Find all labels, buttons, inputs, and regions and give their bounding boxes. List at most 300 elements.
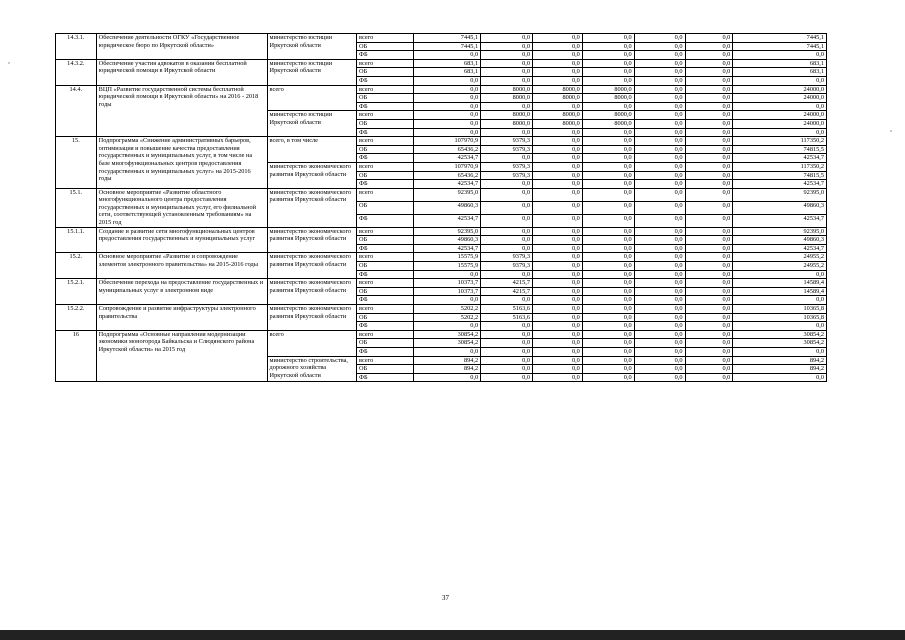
amount-cell: 74815,5 <box>733 171 827 180</box>
amount-cell: 0,0 <box>532 296 582 305</box>
amount-cell: 0,0 <box>733 270 827 279</box>
amount-cell: 24955,2 <box>733 262 827 271</box>
amount-cell: 0,0 <box>481 68 533 77</box>
amount-cell: 0,0 <box>685 373 733 382</box>
scan-bottom-edge <box>0 630 905 640</box>
amount-cell: 0,0 <box>685 296 733 305</box>
table-row <box>56 137 827 146</box>
funding-source: ФБ <box>357 51 414 60</box>
executor: министерство экономического развития Иркутской области <box>267 227 357 253</box>
amount-cell: 0,0 <box>481 227 533 236</box>
amount-cell: 0,0 <box>634 287 685 296</box>
funding-source: ОБ <box>357 365 414 374</box>
executor-total: всего <box>267 330 357 356</box>
funding-source: ФБ <box>357 180 414 189</box>
amount-cell: 9379,3 <box>481 253 533 262</box>
amount-cell: 0,0 <box>414 270 481 279</box>
amount-cell: 0,0 <box>685 330 733 339</box>
amount-cell: 894,2 <box>414 356 481 365</box>
amount-cell: 0,0 <box>582 330 634 339</box>
executor: министерство юстиции Иркутской области <box>267 59 357 85</box>
scan-speck <box>890 130 892 132</box>
amount-cell: 0,0 <box>582 270 634 279</box>
amount-cell: 65436,2 <box>414 145 481 154</box>
amount-cell: 0,0 <box>685 128 733 137</box>
funding-source: ОБ <box>357 119 414 128</box>
amount-cell: 0,0 <box>634 145 685 154</box>
activity-name: Сопровождение и развитие инфраструктуры электронного правительства <box>96 305 267 331</box>
amount-cell: 8000,0 <box>481 85 533 94</box>
funding-source: ФБ <box>357 102 414 111</box>
amount-cell: 0,0 <box>582 373 634 382</box>
amount-cell: 0,0 <box>532 339 582 348</box>
amount-cell: 0,0 <box>685 262 733 271</box>
amount-cell: 0,0 <box>582 59 634 68</box>
table-row <box>56 85 827 94</box>
amount-cell: 8000,0 <box>582 85 634 94</box>
activity-name: Обеспечение перехода на предоставление государственных и муниципальных услуг в электронном виде <box>96 279 267 305</box>
amount-cell: 0,0 <box>733 322 827 331</box>
amount-cell: 42534,7 <box>733 154 827 163</box>
amount-cell: 0,0 <box>685 253 733 262</box>
table-row <box>56 305 827 314</box>
amount-cell: 0,0 <box>685 322 733 331</box>
executor: министерство экономического развития Иркутской области <box>267 188 357 227</box>
amount-cell: 4215,7 <box>481 279 533 288</box>
amount-cell: 0,0 <box>685 201 733 214</box>
amount-cell: 0,0 <box>733 347 827 356</box>
amount-cell: 0,0 <box>634 279 685 288</box>
amount-cell: 0,0 <box>685 111 733 120</box>
amount-cell: 42534,7 <box>414 244 481 253</box>
amount-cell: 0,0 <box>481 180 533 189</box>
amount-cell: 0,0 <box>733 51 827 60</box>
amount-cell: 894,2 <box>414 365 481 374</box>
budget-table-body <box>56 34 827 382</box>
amount-cell: 0,0 <box>481 347 533 356</box>
row-number: 15.1. <box>56 188 97 227</box>
amount-cell: 0,0 <box>414 51 481 60</box>
page-number: 37 <box>442 594 449 602</box>
amount-cell: 0,0 <box>481 59 533 68</box>
amount-cell: 0,0 <box>481 356 533 365</box>
funding-source: всего <box>357 253 414 262</box>
amount-cell: 0,0 <box>685 102 733 111</box>
amount-cell: 0,0 <box>685 180 733 189</box>
funding-source: ФБ <box>357 347 414 356</box>
amount-cell: 0,0 <box>582 201 634 214</box>
amount-cell: 0,0 <box>685 85 733 94</box>
amount-cell: 0,0 <box>685 339 733 348</box>
funding-source: ФБ <box>357 76 414 85</box>
table-row <box>56 227 827 236</box>
amount-cell: 42534,7 <box>733 214 827 227</box>
row-number: 16 <box>56 330 97 382</box>
amount-cell: 0,0 <box>582 356 634 365</box>
amount-cell: 0,0 <box>414 94 481 103</box>
amount-cell: 4215,7 <box>481 287 533 296</box>
amount-cell: 30854,2 <box>733 339 827 348</box>
amount-cell: 9379,3 <box>481 262 533 271</box>
amount-cell: 0,0 <box>634 137 685 146</box>
amount-cell: 107970,9 <box>414 137 481 146</box>
amount-cell: 0,0 <box>634 305 685 314</box>
amount-cell: 15575,9 <box>414 262 481 271</box>
amount-cell: 0,0 <box>532 227 582 236</box>
funding-source: ФБ <box>357 373 414 382</box>
amount-cell: 14589,4 <box>733 279 827 288</box>
executor-total: всего <box>267 85 357 111</box>
amount-cell: 0,0 <box>532 128 582 137</box>
amount-cell: 0,0 <box>582 145 634 154</box>
amount-cell: 0,0 <box>481 244 533 253</box>
amount-cell: 0,0 <box>634 270 685 279</box>
amount-cell: 0,0 <box>634 347 685 356</box>
amount-cell: 0,0 <box>634 76 685 85</box>
amount-cell: 894,2 <box>733 365 827 374</box>
amount-cell: 0,0 <box>634 119 685 128</box>
amount-cell: 683,1 <box>733 59 827 68</box>
executor: министерство юстиции Иркутской области <box>267 34 357 60</box>
amount-cell: 0,0 <box>582 154 634 163</box>
row-number: 15.2.2. <box>56 305 97 331</box>
amount-cell: 0,0 <box>634 365 685 374</box>
amount-cell: 0,0 <box>685 313 733 322</box>
amount-cell: 0,0 <box>634 201 685 214</box>
activity-name: Создание и развитие сети многофункциональных центров предоставления государственных и муниципальных услуг <box>96 227 267 253</box>
funding-source: всего <box>357 279 414 288</box>
amount-cell: 0,0 <box>582 227 634 236</box>
amount-cell: 0,0 <box>685 34 733 43</box>
amount-cell: 5163,6 <box>481 313 533 322</box>
amount-cell: 0,0 <box>634 94 685 103</box>
amount-cell: 0,0 <box>685 244 733 253</box>
amount-cell: 0,0 <box>685 137 733 146</box>
amount-cell: 8000,0 <box>481 111 533 120</box>
amount-cell: 0,0 <box>634 330 685 339</box>
amount-cell: 0,0 <box>481 154 533 163</box>
amount-cell: 24000,0 <box>733 111 827 120</box>
executor: министерство экономического развития Иркутской области <box>267 253 357 279</box>
funding-source: ОБ <box>357 68 414 77</box>
amount-cell: 0,0 <box>481 236 533 245</box>
amount-cell: 24000,0 <box>733 85 827 94</box>
activity-name: Основное мероприятие «Развитие и сопровождение элементов электронного правительства» на 2015-2016 годы <box>96 253 267 279</box>
amount-cell: 0,0 <box>685 347 733 356</box>
amount-cell: 0,0 <box>685 42 733 51</box>
amount-cell: 0,0 <box>685 236 733 245</box>
amount-cell: 0,0 <box>414 119 481 128</box>
amount-cell: 0,0 <box>634 322 685 331</box>
amount-cell: 0,0 <box>685 154 733 163</box>
amount-cell: 49860,3 <box>414 201 481 214</box>
amount-cell: 42534,7 <box>414 154 481 163</box>
funding-source: ОБ <box>357 262 414 271</box>
amount-cell: 92395,0 <box>414 227 481 236</box>
amount-cell: 0,0 <box>532 365 582 374</box>
amount-cell: 0,0 <box>634 227 685 236</box>
amount-cell: 8000,0 <box>532 94 582 103</box>
amount-cell: 0,0 <box>414 347 481 356</box>
amount-cell: 0,0 <box>685 68 733 77</box>
amount-cell: 0,0 <box>532 34 582 43</box>
amount-cell: 0,0 <box>634 262 685 271</box>
amount-cell: 0,0 <box>685 305 733 314</box>
amount-cell: 0,0 <box>685 162 733 171</box>
amount-cell: 0,0 <box>685 188 733 201</box>
funding-source: ОБ <box>357 236 414 245</box>
amount-cell: 9379,3 <box>481 162 533 171</box>
amount-cell: 0,0 <box>481 322 533 331</box>
amount-cell: 0,0 <box>634 162 685 171</box>
funding-source: ОБ <box>357 313 414 322</box>
amount-cell: 0,0 <box>634 171 685 180</box>
amount-cell: 0,0 <box>582 42 634 51</box>
amount-cell: 117350,2 <box>733 162 827 171</box>
executor: министерство экономического развития Иркутской области <box>267 279 357 305</box>
amount-cell: 107970,9 <box>414 162 481 171</box>
amount-cell: 0,0 <box>481 270 533 279</box>
amount-cell: 0,0 <box>634 373 685 382</box>
amount-cell: 0,0 <box>634 102 685 111</box>
amount-cell: 0,0 <box>582 253 634 262</box>
amount-cell: 0,0 <box>634 128 685 137</box>
amount-cell: 0,0 <box>414 102 481 111</box>
amount-cell: 0,0 <box>532 305 582 314</box>
executor: министерство экономического развития Иркутской области <box>267 305 357 331</box>
amount-cell: 92395,0 <box>733 227 827 236</box>
amount-cell: 0,0 <box>481 34 533 43</box>
amount-cell: 0,0 <box>582 287 634 296</box>
amount-cell: 0,0 <box>481 201 533 214</box>
amount-cell: 0,0 <box>481 214 533 227</box>
amount-cell: 0,0 <box>481 51 533 60</box>
amount-cell: 0,0 <box>634 214 685 227</box>
amount-cell: 0,0 <box>685 51 733 60</box>
amount-cell: 0,0 <box>685 214 733 227</box>
amount-cell: 8000,0 <box>582 94 634 103</box>
amount-cell: 0,0 <box>582 305 634 314</box>
executor: министерство юстиции Иркутской области <box>267 111 357 137</box>
amount-cell: 9379,3 <box>481 145 533 154</box>
amount-cell: 42534,7 <box>733 180 827 189</box>
amount-cell: 0,0 <box>733 76 827 85</box>
amount-cell: 9379,3 <box>481 137 533 146</box>
amount-cell: 0,0 <box>634 188 685 201</box>
amount-cell: 0,0 <box>685 227 733 236</box>
amount-cell: 0,0 <box>582 365 634 374</box>
amount-cell: 42534,7 <box>414 214 481 227</box>
amount-cell: 0,0 <box>532 51 582 60</box>
amount-cell: 0,0 <box>481 373 533 382</box>
amount-cell: 0,0 <box>634 42 685 51</box>
amount-cell: 0,0 <box>481 365 533 374</box>
amount-cell: 0,0 <box>582 279 634 288</box>
scan-speck <box>8 62 10 64</box>
amount-cell: 683,1 <box>414 59 481 68</box>
amount-cell: 7445,1 <box>414 34 481 43</box>
amount-cell: 0,0 <box>532 244 582 253</box>
amount-cell: 0,0 <box>634 313 685 322</box>
funding-source: ОБ <box>357 42 414 51</box>
amount-cell: 0,0 <box>634 111 685 120</box>
amount-cell: 14589,4 <box>733 287 827 296</box>
amount-cell: 117350,2 <box>733 137 827 146</box>
amount-cell: 5202,2 <box>414 305 481 314</box>
amount-cell: 65436,2 <box>414 171 481 180</box>
amount-cell: 0,0 <box>582 296 634 305</box>
funding-source: всего <box>357 356 414 365</box>
amount-cell: 0,0 <box>532 287 582 296</box>
amount-cell: 0,0 <box>582 34 634 43</box>
amount-cell: 0,0 <box>733 128 827 137</box>
amount-cell: 0,0 <box>414 296 481 305</box>
table-row <box>56 188 827 201</box>
amount-cell: 0,0 <box>532 236 582 245</box>
amount-cell: 0,0 <box>481 76 533 85</box>
amount-cell: 15575,9 <box>414 253 481 262</box>
amount-cell: 0,0 <box>582 180 634 189</box>
amount-cell: 0,0 <box>685 287 733 296</box>
amount-cell: 0,0 <box>532 102 582 111</box>
amount-cell: 0,0 <box>532 42 582 51</box>
amount-cell: 0,0 <box>582 51 634 60</box>
amount-cell: 0,0 <box>582 162 634 171</box>
funding-source: всего <box>357 305 414 314</box>
amount-cell: 9379,3 <box>481 171 533 180</box>
funding-source: ОБ <box>357 339 414 348</box>
amount-cell: 10365,8 <box>733 305 827 314</box>
amount-cell: 0,0 <box>532 162 582 171</box>
funding-source: ОБ <box>357 287 414 296</box>
executor: министерство экономического развития Иркутской области <box>267 162 357 188</box>
amount-cell: 0,0 <box>481 339 533 348</box>
amount-cell: 5202,2 <box>414 313 481 322</box>
amount-cell: 0,0 <box>685 119 733 128</box>
amount-cell: 0,0 <box>733 373 827 382</box>
amount-cell: 8000,0 <box>481 94 533 103</box>
amount-cell: 0,0 <box>481 330 533 339</box>
amount-cell: 0,0 <box>532 214 582 227</box>
row-number: 14.4. <box>56 85 97 137</box>
amount-cell: 0,0 <box>414 373 481 382</box>
amount-cell: 92395,0 <box>733 188 827 201</box>
amount-cell: 0,0 <box>414 128 481 137</box>
row-number: 15.1.1. <box>56 227 97 253</box>
amount-cell: 0,0 <box>532 347 582 356</box>
amount-cell: 0,0 <box>634 51 685 60</box>
amount-cell: 8000,0 <box>532 119 582 128</box>
row-number: 15.2.1. <box>56 279 97 305</box>
amount-cell: 0,0 <box>532 180 582 189</box>
funding-source: всего <box>357 227 414 236</box>
amount-cell: 0,0 <box>481 42 533 51</box>
amount-cell: 0,0 <box>685 356 733 365</box>
budget-table <box>55 33 827 382</box>
amount-cell: 0,0 <box>582 322 634 331</box>
amount-cell: 10365,8 <box>733 313 827 322</box>
activity-name: Обеспечение участия адвокатов в оказании бесплатной юридической помощи в Иркутской области <box>96 59 267 85</box>
amount-cell: 0,0 <box>685 94 733 103</box>
amount-cell: 0,0 <box>532 373 582 382</box>
amount-cell: 0,0 <box>532 279 582 288</box>
amount-cell: 683,1 <box>414 68 481 77</box>
executor: министерство строительства, дорожного хозяйства Иркутской области <box>267 356 357 382</box>
amount-cell: 0,0 <box>582 262 634 271</box>
amount-cell: 683,1 <box>733 68 827 77</box>
row-number: 15. <box>56 137 97 189</box>
funding-source: всего <box>357 330 414 339</box>
amount-cell: 74815,5 <box>733 145 827 154</box>
funding-source: ОБ <box>357 171 414 180</box>
amount-cell: 0,0 <box>481 102 533 111</box>
funding-source: ОБ <box>357 94 414 103</box>
amount-cell: 49860,3 <box>414 236 481 245</box>
funding-source: ФБ <box>357 322 414 331</box>
amount-cell: 0,0 <box>532 262 582 271</box>
amount-cell: 0,0 <box>414 111 481 120</box>
amount-cell: 0,0 <box>634 356 685 365</box>
table-row <box>56 59 827 68</box>
activity-name: Обеспечение деятельности ОГКУ «Государственное юридическое бюро по Иркутской области» <box>96 34 267 60</box>
amount-cell: 0,0 <box>582 244 634 253</box>
amount-cell: 0,0 <box>634 180 685 189</box>
amount-cell: 0,0 <box>634 68 685 77</box>
executor-total: всего, в том числе <box>267 137 357 163</box>
amount-cell: 0,0 <box>532 76 582 85</box>
amount-cell: 0,0 <box>414 85 481 94</box>
activity-name: Подпрограмма «Основные направления модернизации экономики моногорода Байкальска и Слюдянского района Иркутской области» на 2015 год <box>96 330 267 382</box>
funding-source: ФБ <box>357 296 414 305</box>
amount-cell: 92395,0 <box>414 188 481 201</box>
amount-cell: 0,0 <box>582 171 634 180</box>
amount-cell: 30854,2 <box>414 330 481 339</box>
amount-cell: 0,0 <box>532 137 582 146</box>
funding-source: всего <box>357 188 414 201</box>
amount-cell: 0,0 <box>532 68 582 77</box>
funding-source: всего <box>357 137 414 146</box>
amount-cell: 0,0 <box>634 236 685 245</box>
amount-cell: 0,0 <box>634 154 685 163</box>
amount-cell: 0,0 <box>685 76 733 85</box>
amount-cell: 894,2 <box>733 356 827 365</box>
table-row <box>56 330 827 339</box>
amount-cell: 0,0 <box>532 330 582 339</box>
amount-cell: 0,0 <box>685 145 733 154</box>
amount-cell: 24955,2 <box>733 253 827 262</box>
amount-cell: 0,0 <box>685 365 733 374</box>
amount-cell: 42534,7 <box>414 180 481 189</box>
amount-cell: 0,0 <box>582 137 634 146</box>
amount-cell: 0,0 <box>481 296 533 305</box>
amount-cell: 0,0 <box>582 313 634 322</box>
amount-cell: 49860,3 <box>733 236 827 245</box>
activity-name: Основное мероприятие «Развитие областного многофункционального центра предоставления государственных и муниципальных услуг, его филиальной сети, соответствующей установленным требованиям» на 2015 год <box>96 188 267 227</box>
amount-cell: 0,0 <box>481 188 533 201</box>
amount-cell: 0,0 <box>414 76 481 85</box>
amount-cell: 0,0 <box>414 322 481 331</box>
amount-cell: 7445,1 <box>733 42 827 51</box>
funding-source: всего <box>357 162 414 171</box>
amount-cell: 7445,1 <box>733 34 827 43</box>
row-number: 15.2. <box>56 253 97 279</box>
amount-cell: 0,0 <box>733 296 827 305</box>
funding-source: ФБ <box>357 128 414 137</box>
amount-cell: 0,0 <box>634 253 685 262</box>
activity-name: Подпрограмма «Снижение административных барьеров, оптимизация и повышение качества предоставления государственных и муниципальных услуг, в том числе на базе многофункциональных центров предоставления государственных и муниципальных услуг» на 2015-2016 годы <box>96 137 267 189</box>
funding-source: всего <box>357 34 414 43</box>
amount-cell: 0,0 <box>634 244 685 253</box>
